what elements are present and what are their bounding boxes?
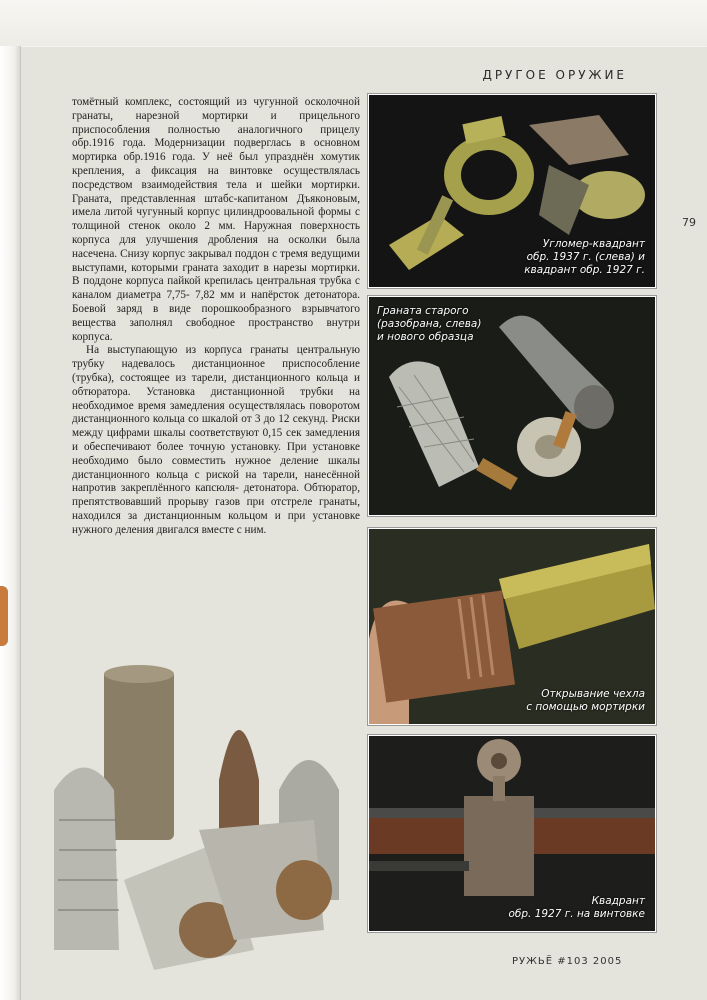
section-title: ДРУГОЕ ОРУЖИЕ	[482, 68, 627, 82]
article-paragraph: На выступающую из корпуса гранаты центральную трубку надевалось дистанционное приспособление (трубка), состоящее из тарели, дистанционного кольца и обтюратора. Установка дистанционной трубки на необходимое время замедления осуществлялась поворотом дистанционного кольца со шкалой от 3 до 12 секунд. Риски между цифрами шкалы соответствуют 0,15 сек замедления и обеспечивают более точную установку. При установке необходимо было совместить нужное деление шкалы дистанционного кольца с риской на тарели, нанесённой напротив закреплённого капсюля- детонатора. Обтюратор, препятствовавший прорыву газов при отстреле гранаты, находился за дистанционным кольцом и при установке нужного деления двигался вместе с ним.	[72, 344, 360, 536]
grenade-collection-illustration	[24, 660, 364, 970]
caption-line: с помощью мортирки	[526, 701, 645, 713]
photo-grenade-collection	[24, 660, 364, 970]
photo-opening-cover	[368, 528, 656, 725]
previous-page-edge	[0, 46, 21, 1000]
article-body	[72, 96, 360, 538]
caption-line: обр. 1927 г. на винтовке	[508, 908, 645, 920]
photo-grenades	[368, 296, 656, 516]
caption-line: квадрант обр. 1927 г.	[524, 264, 645, 276]
caption-line: Угломер-квадрант	[542, 238, 645, 250]
caption-line: и нового образца	[377, 331, 474, 343]
caption-line: Квадрант	[591, 895, 645, 907]
caption-line: (разобрана, слева)	[377, 318, 482, 330]
caption-line: Открывание чехла	[541, 688, 645, 700]
page-number: 79	[682, 216, 696, 229]
footer-issue: РУЖЬЁ #103 2005	[512, 956, 623, 967]
scan-top-margin	[0, 0, 707, 46]
caption-line: Граната старого	[377, 305, 469, 317]
photo-quadrants	[368, 94, 656, 288]
photo-quadrant-on-rifle	[368, 735, 656, 932]
page-edge-mark	[0, 586, 8, 646]
article-paragraph: томётный комплекс, состоящий из чугунной осколочной гранаты, нарезной мортирки и прицельного приспособления полностью аналогичного прицелу обр.1916 года. Модернизации подверглась в основном мортирка обр.1916 года. У неё был упразднён хомутик крепления, а фиксация на винтовке осуществлялась посредством взаимодействия тела и шейки мортирки. Граната, представленная штабс-капитаном Дъяконовым, имела литой чугунный корпус цилиндроовальной формы с толщиной стенок около 2 мм. Наружная поверхность корпуса для улучшения дробления на осколки была насечена. Снизу корпус закрывал поддон с тремя ведущими выступами, которыми граната заходит в нарезы мортирки. В поддоне корпуса пайкой крепилась центральная трубка с каналом диаметра 7,75- 7,82 мм и напёрсток детонатора. Боевой заряд в виде порошкообразного взрывчатого вещества заполнял свободное пространство внутри корпуса.	[72, 96, 360, 343]
caption-line: обр. 1937 г. (слева) и	[526, 251, 645, 263]
